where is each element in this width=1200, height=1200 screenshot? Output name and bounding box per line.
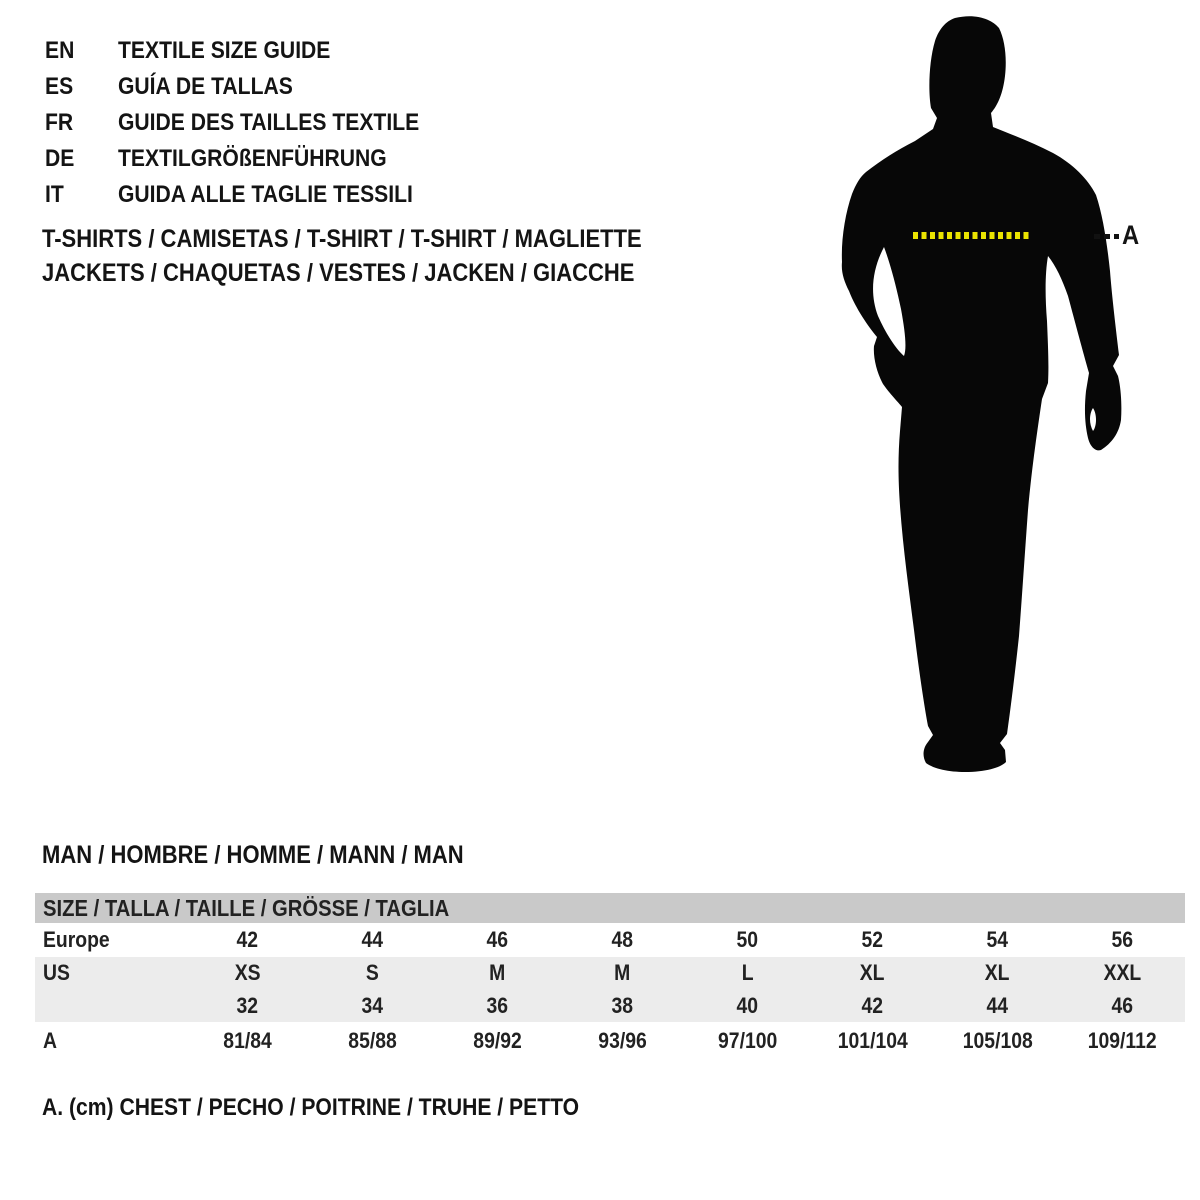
- language-code: EN: [45, 37, 75, 64]
- language-code: ES: [45, 73, 74, 100]
- table-cell: 56: [1111, 927, 1134, 952]
- table-cell: 38: [611, 992, 634, 1018]
- table-cell: 42: [236, 927, 259, 952]
- table-cell: 97/100: [717, 1028, 778, 1053]
- row-label: US: [43, 960, 70, 985]
- table-cell: 44: [361, 927, 384, 952]
- table-cell: 34: [361, 992, 384, 1018]
- measure-dash-line: [1094, 234, 1119, 239]
- table-cell: 32: [236, 992, 259, 1018]
- table-cell: S: [366, 960, 379, 985]
- table-cell: L: [741, 960, 754, 985]
- table-cell: M: [614, 960, 631, 985]
- table-cell: M: [489, 960, 506, 985]
- table-cell: XXL: [1103, 960, 1142, 985]
- table-cell: 85/88: [348, 1028, 397, 1053]
- table-cell: 44: [986, 992, 1009, 1018]
- category-line-jackets: JACKETS / CHAQUETAS / VESTES / JACKEN / GIACCHE: [42, 259, 635, 287]
- chest-measure-dotted-line: [913, 232, 1031, 239]
- language-code: FR: [45, 109, 74, 136]
- table-cell: 101/104: [837, 1028, 908, 1053]
- language-code: DE: [45, 145, 75, 172]
- guide-title-de: TEXTILGRÖßENFÜHRUNG: [118, 145, 387, 172]
- measurement-footnote: A. (cm) CHEST / PECHO / POITRINE / TRUHE / PETTO: [42, 1094, 580, 1121]
- size-table-header: [35, 893, 1185, 923]
- table-cell: XS: [234, 960, 261, 985]
- guide-title-fr: GUIDE DES TAILLES TEXTILE: [118, 109, 420, 136]
- size-table-header-label: SIZE / TALLA / TAILLE / GRÖSSE / TAGLIA: [43, 894, 450, 921]
- table-cell: 54: [986, 927, 1009, 952]
- table-row-europe: [35, 923, 1185, 957]
- table-row-chest-a: [35, 1022, 1185, 1060]
- row-label: A: [43, 1028, 57, 1053]
- section-title-man: MAN / HOMBRE / HOMME / MANN / MAN: [42, 841, 464, 869]
- table-cell: 109/112: [1088, 1028, 1157, 1053]
- guide-title-es: GUÍA DE TALLAS: [118, 73, 293, 100]
- row-label: Europe: [43, 927, 110, 952]
- language-code: IT: [45, 181, 64, 208]
- table-cell: 42: [861, 992, 884, 1018]
- table-cell: XL: [985, 960, 1010, 985]
- table-cell: 50: [736, 927, 759, 952]
- table-cell: 81/84: [223, 1028, 272, 1053]
- table-cell: 89/92: [473, 1028, 522, 1053]
- table-cell: 46: [486, 927, 509, 952]
- table-cell: 105/108: [962, 1028, 1033, 1053]
- measure-label-a: A: [1122, 220, 1140, 250]
- table-cell: 93/96: [598, 1028, 647, 1053]
- guide-title-it: GUIDA ALLE TAGLIE TESSILI: [118, 181, 413, 208]
- table-cell: 40: [736, 992, 759, 1018]
- table-row-us: [35, 957, 1185, 989]
- size-table: [35, 893, 1185, 1060]
- table-row-us-numeric: [35, 989, 1185, 1022]
- man-silhouette: [830, 0, 1200, 800]
- table-cell: 52: [861, 927, 884, 952]
- category-line-tshirts: T-SHIRTS / CAMISETAS / T-SHIRT / T-SHIRT / MAGLIETTE: [42, 225, 642, 253]
- table-cell: 48: [611, 927, 634, 952]
- table-cell: 36: [486, 992, 509, 1018]
- table-cell: 46: [1111, 992, 1134, 1018]
- table-cell: XL: [860, 960, 885, 985]
- guide-title-en: TEXTILE SIZE GUIDE: [118, 37, 331, 64]
